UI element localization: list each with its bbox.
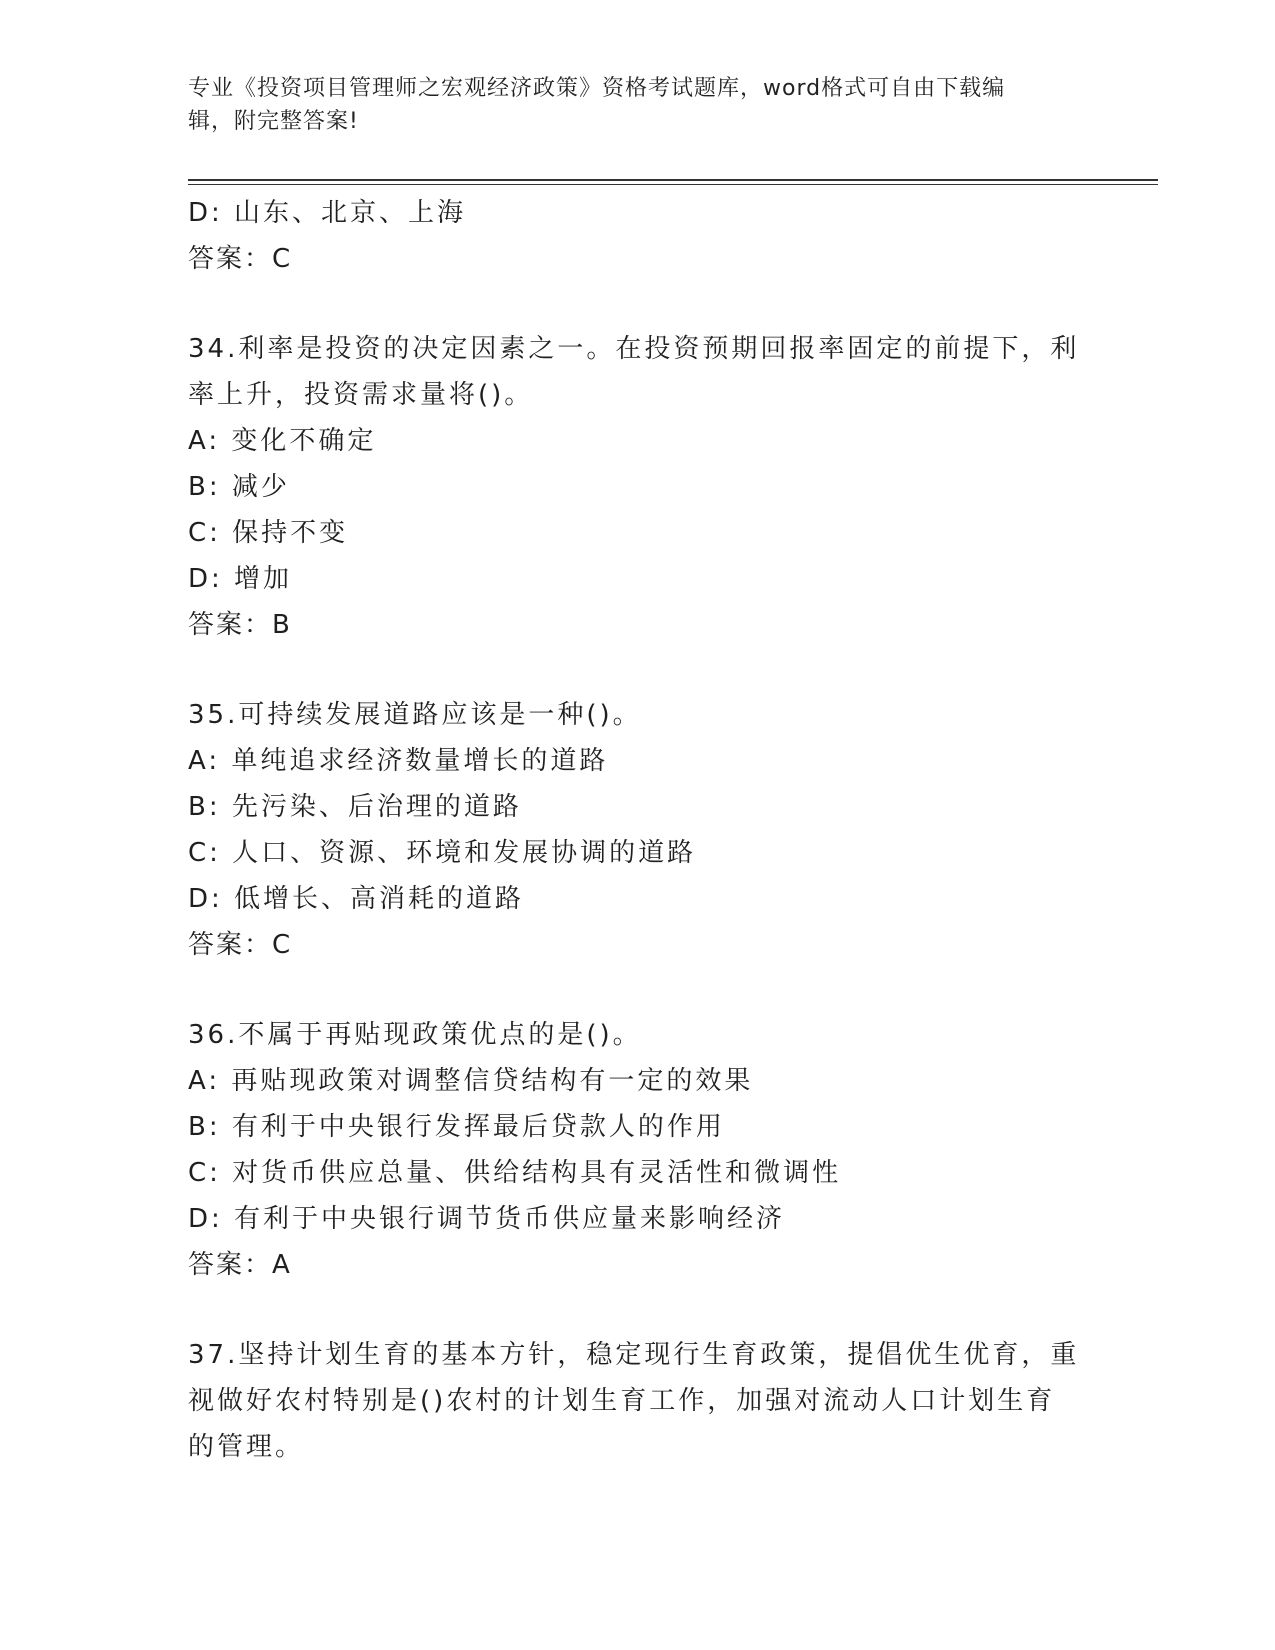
option-b: B: 减少 — [188, 472, 290, 502]
option-a: A: 再贴现政策对调整信贷结构有一定的效果 — [188, 1066, 754, 1096]
question-stem: 36.不属于再贴现政策优点的是()。 — [188, 1020, 642, 1050]
question-36 — [188, 1012, 1088, 1288]
option-a: A: 单纯追求经济数量增长的道路 — [188, 746, 609, 776]
answer-label: 答案：A — [188, 1250, 292, 1280]
question-35 — [188, 692, 1088, 968]
page-header — [188, 72, 1088, 138]
header-line-1: 专业《投资项目管理师之宏观经济政策》资格考试题库，word格式可自由下载编 — [188, 76, 1006, 101]
answer-label: 答案：C — [188, 930, 293, 960]
question-33-tail — [188, 190, 1088, 282]
option-c: C: 保持不变 — [188, 518, 349, 548]
question-34 — [188, 326, 1088, 648]
option-b: B: 先污染、后治理的道路 — [188, 792, 522, 822]
answer-label: 答案：C — [188, 244, 293, 274]
option-d: D: 山东、北京、上海 — [188, 198, 467, 228]
option-d: D: 有利于中央银行调节货币供应量来影响经济 — [188, 1204, 786, 1234]
option-c: C: 人口、资源、环境和发展协调的道路 — [188, 838, 697, 868]
question-stem-cont: 率上升，投资需求量将()。 — [188, 380, 534, 410]
question-stem: 34.利率是投资的决定因素之一。在投资预期回报率固定的前提下，利 — [188, 334, 1080, 364]
question-list — [188, 190, 1088, 1470]
question-stem-cont: 的管理。 — [188, 1432, 305, 1462]
header-line-2: 辑，附完整答案! — [188, 109, 359, 134]
option-b: B: 有利于中央银行发挥最后贷款人的作用 — [188, 1112, 725, 1142]
question-stem: 37.坚持计划生育的基本方针，稳定现行生育政策，提倡优生优育，重 — [188, 1340, 1080, 1370]
header-rule-thin — [188, 184, 1158, 185]
option-a: A: 变化不确定 — [188, 426, 377, 456]
question-stem: 35.可持续发展道路应该是一种()。 — [188, 700, 642, 730]
question-stem-cont: 视做好农村特别是()农村的计划生育工作，加强对流动人口计划生育 — [188, 1386, 1056, 1416]
option-d: D: 增加 — [188, 564, 293, 594]
option-c: C: 对货币供应总量、供给结构具有灵活性和微调性 — [188, 1158, 842, 1188]
option-d: D: 低增长、高消耗的道路 — [188, 884, 525, 914]
header-rule-thick — [188, 179, 1158, 181]
question-37 — [188, 1332, 1088, 1470]
answer-label: 答案：B — [188, 610, 292, 640]
